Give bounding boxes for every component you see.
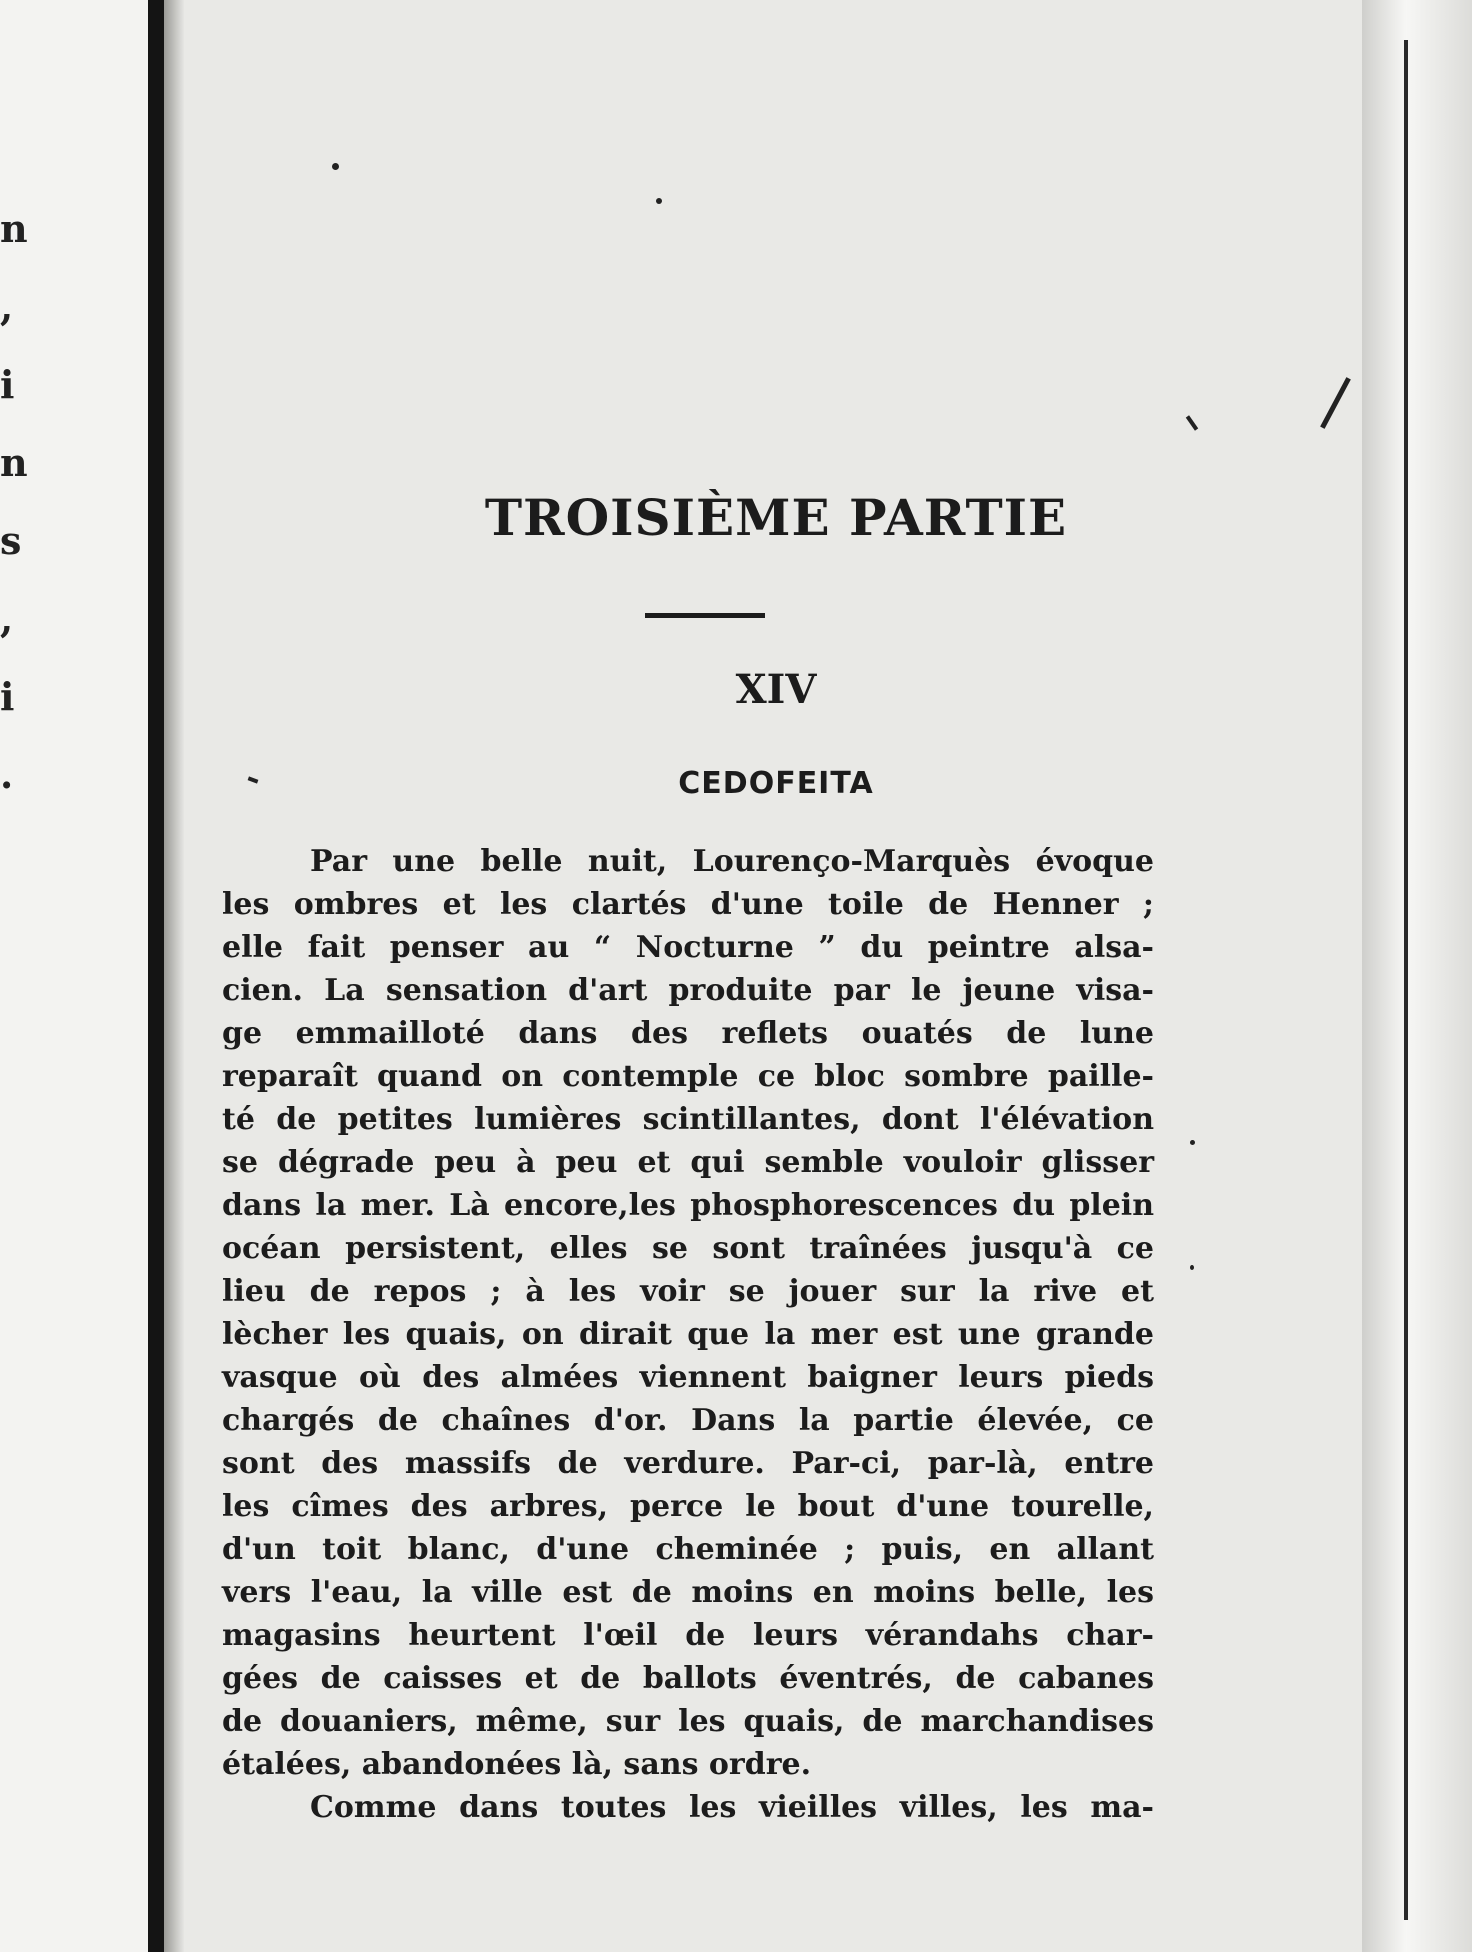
text-line: océan persistent, elles se sont traînées jusqu'à ce	[222, 1231, 1154, 1266]
text-line: chargés de chaînes d'or. Dans la partie élevée, ce	[222, 1403, 1154, 1438]
margin-char: i	[0, 362, 15, 407]
chapter-number: XIV	[735, 666, 817, 713]
margin-char: ,	[0, 284, 14, 329]
text-line: gées de caisses et de ballots éventrés, de cabanes	[222, 1661, 1154, 1696]
text-line: Par une belle nuit, Lourenço-Marquès évoque	[310, 844, 1154, 879]
ink-speck	[656, 198, 662, 204]
text-line: cien. La sensation d'art produite par le jeune visa-	[222, 973, 1154, 1008]
body-text	[222, 840, 1154, 1829]
ink-speck	[332, 163, 339, 170]
margin-char: s	[0, 518, 22, 563]
text-line: Comme dans toutes les vieilles villes, les ma-	[310, 1790, 1154, 1825]
text-line: vasque où des almées viennent baigner leurs pieds	[222, 1360, 1154, 1395]
text-line: elle fait penser au “ Nocturne ” du peintre alsa-	[222, 930, 1154, 965]
facing-page-margin-text	[0, 190, 28, 814]
facing-page-edge	[0, 0, 150, 1952]
spine-shadow	[164, 0, 184, 1952]
text-line: ge emmailloté dans des reflets ouatés de lune	[222, 1016, 1154, 1051]
text-line: lècher les quais, on dirait que la mer est une grande	[222, 1317, 1154, 1352]
margin-char: n	[0, 440, 28, 485]
text-line: reparaît quand on contemple ce bloc sombre paille-	[222, 1059, 1154, 1094]
ink-speck	[1190, 1140, 1195, 1145]
margin-char: n	[0, 206, 28, 251]
text-line: té de petites lumières scintillantes, dont l'élévation	[222, 1102, 1154, 1137]
title-rule	[645, 613, 765, 618]
text-line: les cîmes des arbres, perce le bout d'une tourelle,	[222, 1489, 1154, 1524]
text-line: lieu de repos ; à les voir se jouer sur la rive et	[222, 1274, 1154, 1309]
text-line: les ombres et les clartés d'une toile de Henner ;	[222, 887, 1154, 922]
ink-stroke	[1320, 377, 1351, 429]
text-line: d'un toit blanc, d'une cheminée ; puis, en allant	[222, 1532, 1154, 1567]
margin-char: ,	[0, 596, 14, 641]
text-line: magasins heurtent l'œil de leurs vérandahs char-	[222, 1618, 1154, 1653]
page-stack-edge	[1362, 0, 1472, 1952]
margin-char: .	[0, 752, 14, 797]
ink-speck	[1190, 1265, 1194, 1270]
chapter-title: CEDOFEITA	[678, 766, 874, 801]
part-title: TROISIÈME PARTIE	[484, 488, 1068, 547]
ink-speck	[1186, 415, 1198, 430]
text-line: étalées, abandonées là, sans ordre.	[222, 1747, 812, 1782]
book-page	[190, 0, 1362, 1952]
book-spine	[148, 0, 164, 1952]
text-line: dans la mer. Là encore,les phosphorescences du plein	[222, 1188, 1154, 1223]
text-line: se dégrade peu à peu et qui semble vouloir glisser	[222, 1145, 1154, 1180]
text-line: sont des massifs de verdure. Par-ci, par-là, entre	[222, 1446, 1154, 1481]
page-edge-line	[1404, 40, 1408, 1920]
margin-char: i	[0, 674, 15, 719]
text-line: vers l'eau, la ville est de moins en moins belle, les	[222, 1575, 1154, 1610]
text-line: de douaniers, même, sur les quais, de marchandises	[222, 1704, 1154, 1739]
